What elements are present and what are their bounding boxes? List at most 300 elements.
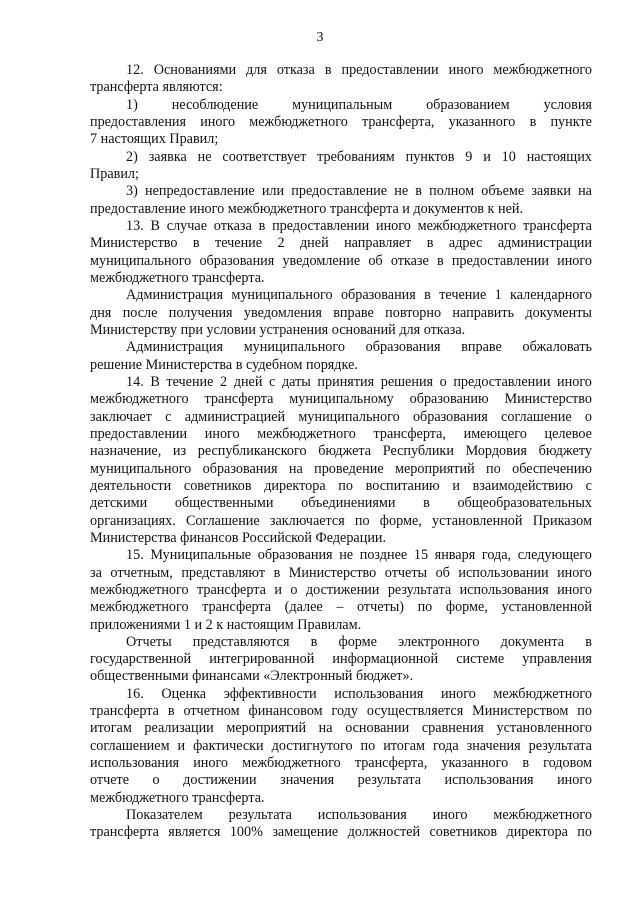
word: Приказом xyxy=(532,512,592,529)
word: даты xyxy=(281,373,311,390)
word: Министерство xyxy=(288,564,377,581)
word: отчете xyxy=(90,772,130,789)
word: трансферта xyxy=(197,581,266,598)
word: в xyxy=(424,287,431,304)
word: иного xyxy=(432,807,468,824)
word: 3) xyxy=(126,183,138,200)
word: результата xyxy=(528,737,592,754)
text-line xyxy=(90,547,592,564)
text-line xyxy=(90,807,592,824)
text-line xyxy=(90,686,592,703)
word: 2 xyxy=(220,373,228,390)
word: не xyxy=(339,547,354,564)
word: 15 xyxy=(413,547,429,564)
word: условия xyxy=(543,96,592,113)
word: имеющего xyxy=(463,425,527,442)
word: иного xyxy=(557,772,592,789)
word: отчеты) xyxy=(357,599,404,616)
word: годовом xyxy=(543,755,592,772)
word: муниципального xyxy=(231,287,333,304)
word: в xyxy=(310,633,318,650)
word: информационной xyxy=(332,651,439,668)
text-line xyxy=(90,305,592,322)
word: межбюджетного xyxy=(242,755,341,772)
word: вправе xyxy=(333,304,374,321)
word: по xyxy=(577,703,592,720)
word: использования xyxy=(317,807,407,824)
word: Министерство xyxy=(90,235,178,252)
word: календарного xyxy=(510,287,592,304)
word: – xyxy=(336,599,344,616)
text-line xyxy=(90,582,592,599)
word: Республики xyxy=(382,443,454,460)
word: обжаловать xyxy=(522,339,592,356)
word: в xyxy=(585,633,592,650)
word: советников xyxy=(183,477,252,494)
word: и xyxy=(274,581,282,598)
word: межбюджетного xyxy=(417,217,517,234)
word: и xyxy=(483,148,491,165)
word: по xyxy=(338,477,353,494)
text-line xyxy=(90,409,592,426)
word: Соглашение xyxy=(185,512,260,529)
word: 9 xyxy=(465,148,473,165)
word: с xyxy=(165,408,172,425)
word: 100% xyxy=(229,824,263,841)
word: муниципальным xyxy=(292,96,393,113)
word: в xyxy=(192,235,200,252)
word: результата xyxy=(387,581,452,598)
word: Министерством xyxy=(472,703,569,720)
word: течение xyxy=(166,373,214,390)
word: требованиям xyxy=(317,148,395,165)
word: получения xyxy=(168,304,233,321)
word: образования xyxy=(412,408,488,425)
word: предоставлении xyxy=(341,62,439,78)
word: предоставления xyxy=(90,113,187,130)
word: дней xyxy=(233,373,263,390)
word: системе xyxy=(456,651,505,668)
word: из xyxy=(172,443,187,460)
word: трансферта, xyxy=(361,113,435,130)
word: для xyxy=(246,62,267,78)
word: объеме xyxy=(481,183,525,200)
word: трансферта xyxy=(90,703,159,720)
word: заявка xyxy=(148,148,187,165)
word: адрес xyxy=(448,235,483,252)
word: иного xyxy=(440,685,476,702)
word: Основаниями xyxy=(153,62,237,78)
word: и xyxy=(177,737,186,754)
word: по xyxy=(360,737,376,754)
word: муниципального xyxy=(90,460,192,477)
word: образования xyxy=(365,339,441,356)
word: Администрация xyxy=(126,339,223,356)
word: в xyxy=(522,755,530,772)
document-body xyxy=(90,62,592,842)
word: обеспечению xyxy=(512,460,592,477)
text-line: трансферта являются: xyxy=(90,79,223,96)
word: повторно xyxy=(385,304,442,321)
word: в xyxy=(324,62,332,78)
word: дней xyxy=(299,235,329,252)
word: предоставлении xyxy=(90,425,188,442)
word: позднее xyxy=(359,547,408,564)
word: о xyxy=(290,581,298,598)
word: на xyxy=(318,720,333,737)
word: фактически xyxy=(193,737,264,754)
word: направляет xyxy=(344,235,412,252)
text-line xyxy=(90,426,592,443)
text-line xyxy=(90,755,592,772)
word: В xyxy=(150,373,160,390)
word: отчеты xyxy=(384,564,428,581)
word: иного xyxy=(204,425,240,442)
word: Оценка xyxy=(161,685,207,702)
word: интегрированной xyxy=(209,651,315,668)
word: достигнутого xyxy=(271,737,353,754)
word: итогам xyxy=(383,737,425,754)
word: направить xyxy=(452,304,515,321)
text-line xyxy=(90,495,592,512)
word: течение xyxy=(215,235,263,252)
word: соглашение xyxy=(501,408,572,425)
word: 2 xyxy=(277,235,285,252)
word: образования xyxy=(202,460,278,477)
text-line: Министерству при условии устранения оснований для отказа. xyxy=(90,321,466,338)
word: трансферта xyxy=(523,217,592,234)
word: в xyxy=(258,217,266,234)
text-line xyxy=(90,374,592,391)
word: директора xyxy=(506,824,568,841)
word: трансферта, xyxy=(373,425,446,442)
word: документы xyxy=(525,304,592,321)
word: мероприятий xyxy=(226,720,307,737)
word: эффективности xyxy=(223,685,317,702)
word: иного xyxy=(557,581,592,598)
word: образованию xyxy=(409,391,489,408)
word: межбюджетного xyxy=(257,425,356,442)
word: воспитанию xyxy=(365,477,440,494)
text-line: Правил; xyxy=(90,165,139,182)
word: после xyxy=(122,304,158,321)
word: администрацией xyxy=(184,408,286,425)
word: значения xyxy=(466,737,521,754)
word: несоблюдение xyxy=(171,96,259,113)
word: детскими xyxy=(90,495,148,512)
text-line xyxy=(90,651,592,668)
word: настоящих xyxy=(526,148,592,165)
word: 2) xyxy=(126,148,138,165)
text-line xyxy=(90,478,592,495)
word: не xyxy=(197,148,212,165)
word: форме, xyxy=(379,512,422,529)
text-line xyxy=(90,461,592,478)
text-line xyxy=(90,62,592,79)
text-line: межбюджетного трансферта. xyxy=(90,789,265,806)
word: достижении xyxy=(305,581,380,598)
word: января xyxy=(434,547,476,564)
word: следующего xyxy=(517,547,592,564)
word: 13. xyxy=(126,217,144,234)
word: электронного xyxy=(398,633,480,650)
word: уведомление xyxy=(282,252,361,269)
word: в xyxy=(415,183,422,200)
word: использовании xyxy=(458,564,549,581)
word: Муниципальные xyxy=(150,547,252,564)
text-line xyxy=(90,218,592,235)
word: в xyxy=(426,235,434,252)
word: году xyxy=(331,703,358,720)
word: в xyxy=(436,252,444,269)
text-line xyxy=(90,565,592,582)
word: с xyxy=(269,373,276,390)
word: использования xyxy=(334,685,424,702)
text-line xyxy=(90,183,592,200)
text-line xyxy=(90,599,592,616)
word: финансовом xyxy=(248,703,323,720)
text-line xyxy=(90,149,592,166)
word: представляют xyxy=(181,564,266,581)
word: использования xyxy=(459,581,549,598)
word: уведомления xyxy=(243,304,322,321)
word: осуществляется xyxy=(366,703,464,720)
word: трансферта xyxy=(204,391,274,408)
word: государственной xyxy=(90,651,192,668)
word: (далее xyxy=(284,599,323,616)
text-line: Министерства финансов Российской Федерации. xyxy=(90,529,387,546)
word: предоставлении xyxy=(272,217,370,234)
text-line xyxy=(90,720,592,737)
word: форме xyxy=(338,633,377,650)
word: В xyxy=(150,217,160,234)
word: пункте xyxy=(550,113,592,130)
word: 1 xyxy=(494,287,502,304)
word: целевое xyxy=(544,425,592,442)
word: организациях. xyxy=(90,512,176,529)
word: об xyxy=(368,252,383,269)
word: советников xyxy=(429,824,498,841)
word: предоставлении xyxy=(453,373,551,390)
word: установленной xyxy=(501,599,592,616)
word: значения xyxy=(280,772,335,789)
word: принятия xyxy=(317,373,375,390)
word: случае xyxy=(166,217,207,234)
word: иного xyxy=(557,252,592,269)
word: пунктов xyxy=(405,148,455,165)
text-line: решение Министерства в судебном порядке. xyxy=(90,356,358,373)
word: за xyxy=(90,564,102,581)
word: межбюджетного xyxy=(249,113,348,130)
word: течение xyxy=(439,287,487,304)
word: года, xyxy=(481,547,512,564)
word: итогам xyxy=(90,720,132,737)
word: 14. xyxy=(126,373,144,390)
word: иного xyxy=(200,113,236,130)
word: на xyxy=(288,460,303,477)
text-line xyxy=(90,287,592,304)
word: межбюджетного xyxy=(90,599,189,616)
word: образования xyxy=(257,547,333,564)
word: вправе xyxy=(461,339,502,356)
word: иного xyxy=(375,217,411,234)
word: 12. xyxy=(126,62,144,78)
word: по xyxy=(486,460,501,477)
word: межбюджетного xyxy=(493,62,592,78)
word: сравнения xyxy=(421,720,484,737)
word: иного xyxy=(193,755,229,772)
word: представляются xyxy=(192,633,290,650)
text-line xyxy=(90,253,592,270)
word: с xyxy=(585,477,592,494)
text-line xyxy=(90,634,592,651)
word: о xyxy=(152,772,160,789)
word: предоставлении xyxy=(451,252,549,269)
text-line: межбюджетного трансферта. xyxy=(90,269,265,286)
word: документа xyxy=(500,633,565,650)
word: отчетном xyxy=(183,703,240,720)
word: межбюджетного xyxy=(493,807,592,824)
word: 15. xyxy=(126,547,144,564)
word: муниципальному xyxy=(289,391,394,408)
word: и xyxy=(452,477,460,494)
word: достижении xyxy=(183,772,257,789)
word: межбюджетного xyxy=(493,685,592,702)
text-line: приложениями 1 и 2 к настоящим Правилам. xyxy=(90,616,362,633)
word: в xyxy=(423,495,430,512)
word: Администрация xyxy=(126,287,223,304)
word: о xyxy=(439,373,447,390)
word: администрации xyxy=(497,235,592,252)
word: замещение xyxy=(272,824,339,841)
word: установленного xyxy=(496,720,592,737)
word: дня xyxy=(90,304,112,321)
word: не xyxy=(394,183,409,200)
text-line xyxy=(90,443,592,460)
text-line xyxy=(90,339,592,356)
word: результата xyxy=(357,772,421,789)
text-line xyxy=(90,391,592,408)
text-line xyxy=(90,772,592,789)
word: отказе xyxy=(390,252,429,269)
word: решения xyxy=(380,373,434,390)
text-line: предоставление иного межбюджетного трансферта и документов к ней. xyxy=(90,200,524,217)
word: бюджету xyxy=(538,443,592,460)
text-line: 7 настоящих Правил; xyxy=(90,131,219,148)
word: 10 xyxy=(501,148,516,165)
word: в xyxy=(529,113,537,130)
word: по xyxy=(577,824,592,841)
word: 16. xyxy=(126,685,144,702)
text-line xyxy=(90,738,592,755)
word: основании xyxy=(345,720,410,737)
text-line: общественными финансами «Электронный бюджет». xyxy=(90,668,414,685)
word: директора xyxy=(264,477,326,494)
word: непредоставление xyxy=(144,183,255,200)
word: заявки xyxy=(531,183,571,200)
word: республиканского xyxy=(197,443,307,460)
word: о xyxy=(584,408,592,425)
word: предоставление xyxy=(291,183,388,200)
word: бюджета xyxy=(318,443,372,460)
word: иного xyxy=(448,62,484,78)
word: муниципального xyxy=(298,408,400,425)
text-line xyxy=(90,235,592,252)
word: соответствует xyxy=(222,148,307,165)
word: Показателем xyxy=(126,807,203,824)
word: Отчеты xyxy=(126,633,172,650)
word: заключает xyxy=(90,408,152,425)
word: использования xyxy=(90,755,180,772)
page-number: 3 xyxy=(316,30,324,45)
word: отказа xyxy=(276,62,315,78)
word: межбюджетного xyxy=(90,581,189,598)
word: соглашением xyxy=(90,737,170,754)
word: 1) xyxy=(126,96,138,113)
word: отказа xyxy=(213,217,252,234)
text-line xyxy=(90,513,592,530)
text-line xyxy=(90,703,592,720)
word: проведение xyxy=(314,460,384,477)
word: общеобразовательных xyxy=(457,495,592,512)
word: взаимодействию xyxy=(472,477,573,494)
word: по xyxy=(417,599,433,616)
word: муниципального xyxy=(243,339,345,356)
word: указанного xyxy=(441,755,509,772)
word: Мордовия xyxy=(465,443,527,460)
word: мероприятий xyxy=(395,460,475,477)
word: трансферта, xyxy=(354,755,428,772)
word: установленной xyxy=(431,512,523,529)
word: объединениями xyxy=(301,495,396,512)
word: указанного xyxy=(448,113,516,130)
word: управления xyxy=(522,651,592,668)
word: межбюджетного xyxy=(90,391,189,408)
word: должностей xyxy=(347,824,421,841)
word: общественными xyxy=(174,495,274,512)
word: реализации xyxy=(144,720,214,737)
word: года xyxy=(432,737,459,754)
word: по xyxy=(354,512,370,529)
word: на xyxy=(578,183,592,200)
word: трансферта xyxy=(202,599,272,616)
word: использования xyxy=(444,772,534,789)
word: Министерство xyxy=(504,391,592,408)
word: заключается xyxy=(269,512,345,529)
text-line xyxy=(90,824,592,841)
text-line xyxy=(90,114,592,131)
word: полном xyxy=(429,183,475,200)
word: образования xyxy=(199,252,275,269)
word: образованием xyxy=(426,96,510,113)
word: является xyxy=(168,824,221,841)
word: форме, xyxy=(445,599,488,616)
word: муниципального xyxy=(90,252,192,269)
word: иного xyxy=(557,373,592,390)
word: иного xyxy=(557,564,592,581)
text-line xyxy=(90,97,592,114)
word: образования xyxy=(340,287,416,304)
word: или xyxy=(261,183,285,200)
word: в xyxy=(273,564,281,581)
word: трансферта xyxy=(90,824,159,841)
word: отчетным, xyxy=(110,564,173,581)
word: назначение, xyxy=(90,443,162,460)
word: результата xyxy=(228,807,292,824)
word: в xyxy=(167,703,175,720)
word: деятельности xyxy=(90,477,172,494)
word: об xyxy=(435,564,450,581)
